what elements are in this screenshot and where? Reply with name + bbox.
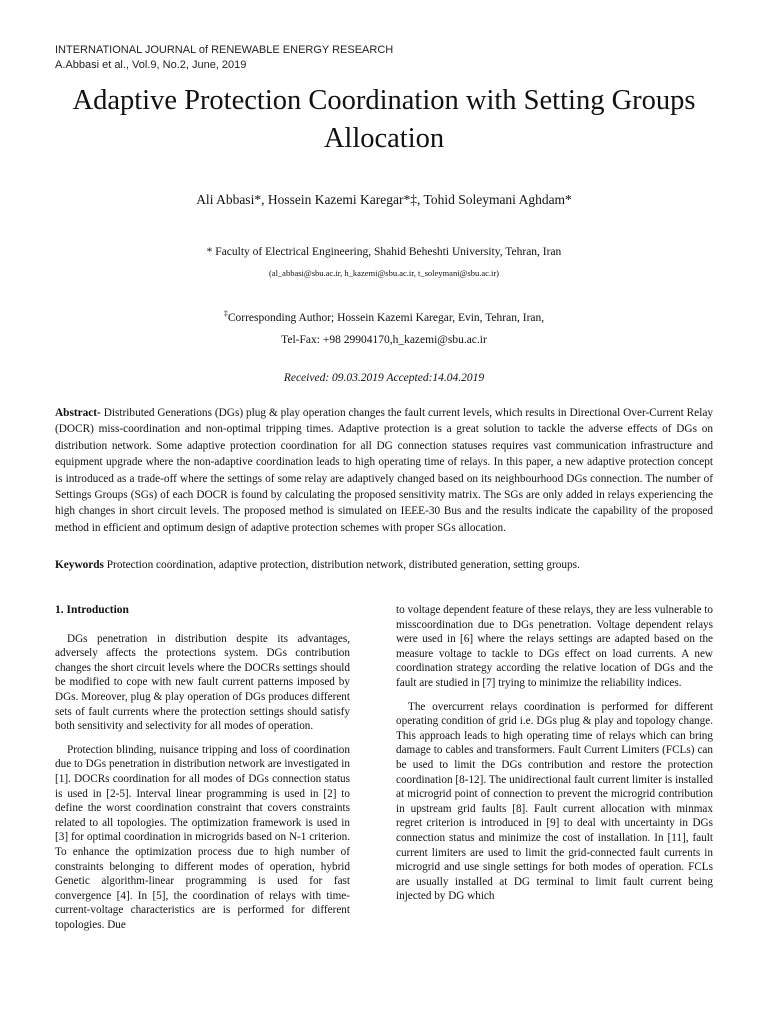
corresponding-mark: ‡ [223, 309, 228, 318]
journal-name: INTERNATIONAL JOURNAL of RENEWABLE ENERGY RESEARCH [55, 44, 394, 56]
journal-header [55, 43, 393, 73]
paragraph: DGs penetration in distribution despite its advantages, adversely affects the protections system. DGs contribution changes the short circuit levels where the DOCRs settings should be modified to cope with new fault current patterns imposed by DGs. Moreover, plug & play operation of DGs produces different sets of fault currents where the protection settings should satisfy both sensitivity and selectivity for all modes of operation. [55, 632, 350, 733]
abstract [55, 405, 713, 536]
paragraph: to voltage dependent feature of these relays, they are less vulnerable to misscoordination due to DGs penetration. Voltage dependent relays were used in [6] where the relays settings are adapted based on the measure voltage to tackle to DGs effect on load currents. A new coordination strategy according the relative location of DGs and the fault are studied in [7] trying to minimize the reliability indices. [396, 604, 713, 689]
author-emails: (al_abbasi@sbu.ac.ir, h_kazemi@sbu.ac.ir, t_soleymani@sbu.ac.ir) [268, 268, 500, 278]
right-column [396, 603, 713, 913]
keywords-label: Keywords [55, 559, 104, 571]
affiliation: * Faculty of Electrical Engineering, Shahid Beheshti University, Tehran, Iran [206, 246, 562, 258]
abstract-text: Distributed Generations (DGs) plug & play operation changes the fault current levels, which results in Directional Over-Current Relay (DOCR) miss-coordination and non-optimal tripping times. Adaptive protection is a great solution to tackle the adverse effects of DGs on distribution network. Some adaptive protection coordination for all DG connection statuses requires vast communication infrastructure and equipment upgrade where the non-adaptive coordination leads to high operating time of relays. In this paper, a new adaptive protection concept is introduced as a trade-off where the settings of some relay are adaptively changed based on its neighbourhood DGs connection. The number of Settings Groups (SGs) of each DOCR is found by calculating the proposed sensitivity matrix. The SGs are only added in relays experiencing the high changes in short circuit levels. The proposed method is simulated on IEEE-30 Bus and the results indicate the capability of the proposed method in efficient and optimum design of adaptive protection schemes with proper SGs allocation. [55, 407, 713, 534]
citation-line: A.Abbasi et al., Vol.9, No.2, June, 2019 [55, 59, 247, 71]
keywords-text: Protection coordination, adaptive protection, distribution network, distributed generation, setting groups. [103, 559, 580, 571]
author-list: Ali Abbasi*, Hossein Kazemi Karegar*‡, Tohid Soleymani Aghdam* [196, 192, 572, 207]
paper-title: Adaptive Protection Coordination with Setting Groups Allocation [72, 85, 696, 154]
section-heading: 1. Introduction [55, 604, 129, 616]
paragraph: The overcurrent relays coordination is performed for different operating condition of grid i.e. DGs plug & play and topology change. This approach leads to high operating time of relays which can bring damage to cables and transformers. Fault Current Limiters (FCLs) can be used to limit the DGs contribution and restore the protection coordination [8-12]. The unidirectional fault current limiter is installed at microgrid point of connection to prevent the microgrid contribution in upstream grid faults [8]. Fault current allocation with minmax regret criterion is introduced in [9] to deal with uncertainty in DGs connection status and minimize the cost of installation. In [11], fault current limiters are used to limit the grid-connected fault currents in microgrid and use single settings for both modes of operation. FCLs are usually installed at DG terminal to limit fault current being injected by DG which [396, 700, 713, 903]
keywords [55, 557, 713, 573]
tel-fax: Tel-Fax: +98 29904170,h_kazemi@sbu.ac.ir [281, 334, 487, 346]
abstract-label: Abstract- [55, 407, 101, 419]
paragraph: Protection blinding, nuisance tripping and loss of coordination due to DGs penetration in distribution network are investigated in [1]. DOCRs coordination for all modes of DGs connection status is used in [2-5]. Interval linear programming is used in [2] to define the worst coordination constraint that covers constraints related to all topologies. The optimization framework is used in [3] for optimal coordination in microgrids based on N-1 criterion. To enhance the optimization process due to high number of constraints belonging to different modes of operation, hybrid Genetic algorithm-linear programming is used for fast convergence [4]. In [5], the coordination of relays with time-current-voltage characteristics are is performed for different topologies. Due [55, 743, 350, 931]
corresponding-author [40, 309, 728, 324]
left-column [55, 603, 350, 941]
received-dates: Received: 09.03.2019 Accepted:14.04.2019 [283, 372, 485, 384]
corresponding-text: Corresponding Author; Hossein Kazemi Karegar, Evin, Tehran, Iran, [227, 311, 545, 324]
